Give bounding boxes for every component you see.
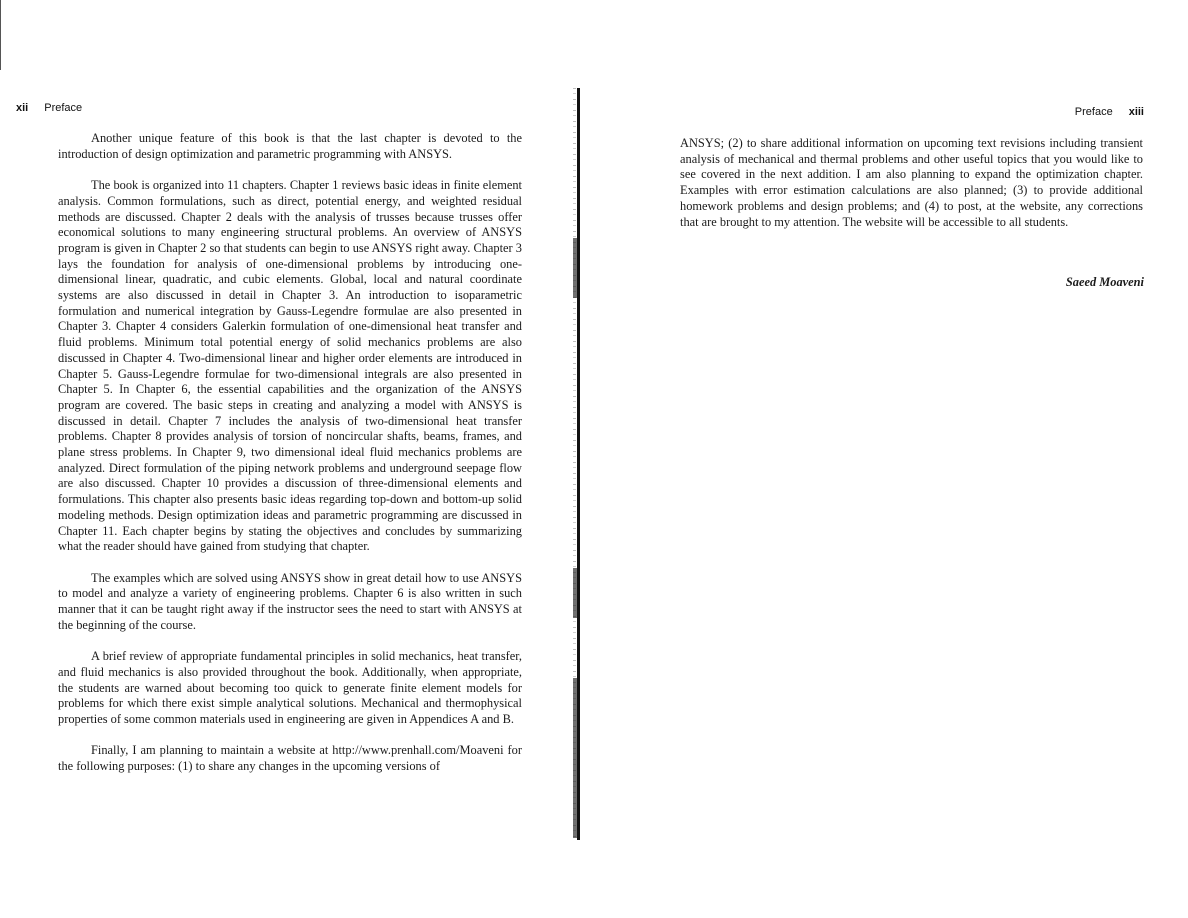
left-page-number: xii [16, 102, 29, 114]
paragraph-website: Finally, I am planning to maintain a website at http://www.prenhall.com/Moaveni for the following purposes: (1) to share any changes in the upcoming versions of [58, 743, 522, 774]
right-running-title: Preface [1074, 106, 1113, 118]
right-body-text [680, 136, 1143, 246]
right-running-head [1075, 106, 1144, 118]
right-page-number: xiii [1128, 106, 1144, 118]
paragraph-chapter-overview: The book is organized into 11 chapters. Chapter 1 reviews basic ideas in finite element analysis. Common formulations, such as direct, potential energy, and weighted residual methods are discussed. Chapter 2 deals with the analysis of trusses because trusses offer economical solutions to many engineering structural problems. An overview of ANSYS program is given in Chapter 2 so that students can begin to use ANSYS right away. Chapter 3 lays the foundation for analysis of one-dimensional problems by introducing one-dimensional linear, quadratic, and cubic elements. Global, local and natural coordinate systems are also discussed in detail in Chapter 3. An introduction to isoparametric formulation and numerical integration by Gauss-Legendre formulae are also presented in Chapter 3. Chapter 4 considers Galerkin formulation of one-dimensional heat transfer and fluid problems. Minimum total potential energy of solid mechanics problems are also discussed in Chapter 4. Two-dimensional linear and higher order elements are introduced in Chapter 5. Gauss-Legendre formulae for two-dimensional integrals are also presented in Chapter 5. In Chapter 6, the essential capabilities and the organization of the ANSYS program are covered. The basic steps in creating and analyzing a model with ANSYS is discussed in detail. Chapter 7 includes the analysis of two-dimensional heat transfer problems. Chapter 8 provides analysis of torsion of noncircular shafts, beams, frames, and plane stress problems. In Chapter 9, two dimensional ideal fluid mechanics problems are analyzed. Direct formulation of the piping network problems and underground seepage flow are also discussed. Chapter 10 provides a discussion of three-dimensional elements and formulations. This chapter also presents basic ideas regarding top-down and bottom-up solid modeling methods. Design optimization ideas and parametric programming are discussed in Chapter 11. Each chapter begins by stating the objectives and concludes by summarizing what the reader should have gained from studying that chapter. [58, 178, 522, 554]
paragraph-examples: The examples which are solved using ANSYS show in great detail how to use ANSYS to model and analyze a variety of engineering problems. Chapter 6 is also written in such manner that it can be taught right away if the instructor sees the need to start with ANSYS at the beginning of the course. [58, 570, 522, 632]
book-gutter [573, 88, 583, 840]
paragraph-fundamentals: A brief review of appropriate fundamental principles in solid mechanics, heat transfer, and fluid mechanics is also provided throughout the book. Additionally, when appropriate, the students are warned about becoming too quick to generate finite element models for problems for which there exist simple analytical solutions. Mechanical and thermophysical properties of some common materials used in engineering are given in Appendices A and B. [58, 649, 522, 726]
paragraph-website-continued: ANSYS; (2) to share additional information on upcoming text revisions including transient analysis of mechanical and thermal problems and other useful topics that you would like to see covered in the next addition. I am also planning to expand the optimization chapter. Examples with error estimation calculations are also planned; (3) to provide additional homework problems and design problems; and (4) to post, at the website, any corrections that are brought to my attention. The website will be accessible to all students. [680, 136, 1143, 229]
author-signature: Saeed Moaveni [1065, 275, 1144, 289]
left-page [0, 0, 570, 918]
paragraph-unique-feature: Another unique feature of this book is that the last chapter is devoted to the introduction of design optimization and parametric programming with ANSYS. [58, 131, 522, 161]
left-body-text [58, 131, 522, 790]
left-running-head [16, 102, 82, 114]
left-running-title: Preface [44, 102, 83, 114]
